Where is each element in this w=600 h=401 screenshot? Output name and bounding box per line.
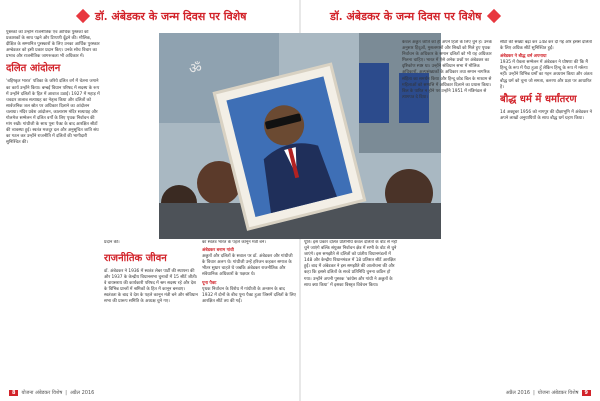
column-6 [500, 40, 594, 385]
section-heading-dalit-movement: दलित आंदोलन [6, 63, 61, 75]
diamond-icon [486, 9, 500, 23]
column-2b [104, 252, 198, 385]
section-heading-conversion: बौद्ध धर्म में धर्मांतरण [500, 93, 577, 105]
photo-banner-text: ॐ [189, 61, 202, 77]
col2-fragment: प्रदान की। [104, 240, 120, 245]
col1-body: ‘बहिष्कृत भारत’ पत्रिका के जरिये दलित वर्ग में चेतना जगाने का कार्य उन्होंने किया। बम्बई विधान परिषद में सदस्य के रूप में उन्होंने दलितों के हित में आवाज उठाई। 1927 में महाड़ में चवदार तालाब सत्याग्रह का नेतृत्व किया और दलितों को सार्वजनिक जल स्रोत पर अधिकार दिलाने का आंदोलन चलाया। मंदिर प्रवेश आंदोलन, कालाराम मंदिर सत्याग्रह और गोलमेज सम्मेलन में दलित वर्गों के लिए पृथक निर्वाचन की मांग रखी। गांधीजी के साथ पूना पैक्ट के बाद आरक्षित सीटों की व्यवस्था हुई। स्वतंत्र मजदूर दल और अनुसूचित जाति संघ का गठन कर उन्होंने राजनीति में दलितों की भागीदारी सुनिश्चित की। [6, 79, 100, 146]
subheading-buddhism: अंबेडकर ने बौद्ध धर्म अपनाया [500, 54, 547, 60]
section-heading-political-life: राजनीतिक जीवन [104, 253, 167, 264]
subheading-ambedkar-vs-gandhi: अंबेडकर बनाम गांधी [202, 248, 234, 254]
col2-body: डॉ. अंबेडकर ने 1936 में स्वतंत्र लेबर पार्टी की स्थापना की और 1937 के केन्द्रीय विधानसभा चुनावों में 15 सीटें जीती। वे वायसराय की कार्यकारी परिषद में श्रम सदस्य रहे और देश के विभिन्न प्रान्तों में श्रमिकों के हित में कानून बनवाए। स्वतंत्रता के बाद वे देश के पहले कानून मंत्री बने और संविधान सभा की प्रारूप समिति के अध्यक्ष चुने गए। [104, 269, 198, 305]
left-page-header [78, 5, 247, 27]
col6-intro: सीटों की संख्या बढ़ा कर 148 कर दी गई और इससे दलितों के लिए अधिक सीटें सुनिश्चित हुईं। [500, 40, 592, 52]
right-page-header [330, 5, 499, 27]
col6-body2: 14 अक्टूबर 1956 को नागपुर की दीक्षाभूमि में अंबेडकर ने अपने लाखों अनुयायियों के साथ बौद्ध धर्म ग्रहण किया। [500, 109, 592, 121]
col6-body: 1935 में येवला सम्मेलन में अंबेडकर ने घोषणा की कि मैं हिन्दू के रूप में पैदा हुआ हूँ लेकिन हिन्दू के रूप में मरूँगा नहीं। उन्होंने विभिन्न धर्मों का गहन अध्ययन किया और अंततः बौद्ध धर्म को चुना जो समता, करुणा और प्रज्ञा पर आधारित है। [500, 60, 593, 90]
column-4 [304, 240, 398, 385]
diamond-icon [76, 9, 90, 23]
col3-lead: का स्वतंत्र भारत के पहले कानून मंत्री बने। [202, 240, 266, 245]
col1-intro: पुस्तकों को उन्होंने राजनीतिक एवं आर्थिक पुस्तकों को प्रकाशकों के साथ पढ़ने और टिप्पणी दूँढ़ने की। मौलिक, दीक्षित के सम्मानित पुरस्कारों के लिए उनका आर्थिक पुरस्कार अम्बेडकर को इसी प्रकार प्रदान किए। उनके सोच विचार का प्रभाव और राजनीतिक जागरूकता भी अधिकार में। [6, 30, 100, 60]
right-footer-publication: योजना अंबेडकर विशेष [537, 390, 579, 396]
col3-body2: पृथक निर्वाचन के विरोध में गांधीजी के अनशन के बाद 1932 में दोनों के बीच पूना पैक्ट हुआ जिसमें दलितों के लिए आरक्षित सीटें तय की गईं। [202, 286, 296, 304]
column-5 [402, 40, 496, 385]
right-footer-date: अप्रैल 2016 [505, 390, 531, 396]
right-header-title: डॉ. अंबेडकर के जन्म दिवस पर विशेष [330, 9, 482, 23]
left-page-footer: 8 योजना अंबेडकर विशेष | अप्रैल 2016 [6, 388, 94, 398]
ambedkar-portrait-photo [159, 33, 441, 239]
col4-body: पूर्ति। इस प्रकार दलित प्रतिनिधि केवल दलितों के वोट से नहीं चुने जाएंगे बल्कि संयुक्त निर्वाचन क्षेत्र में सभी के वोट से चुने जाएंगे। इस समझौते से दलितों को प्रांतीय विधानमंडलों में 148 और केन्द्रीय विधानमंडल में 18 प्रतिशत सीटें आरक्षित हुईं। बाद में अंबेडकर ने इस समझौते की आलोचना की और कहा कि इससे दलितों के सच्चे प्रतिनिधि चुनना कठिन हो गया। उन्होंने अपनी पुस्तक ‘कांग्रेस और गांधी ने अछूतों के साथ क्या किया’ में इसका विस्तृत विवेचन किया। [304, 240, 398, 288]
right-page-footer: अप्रैल 2016 | योजना अंबेडकर विशेष 9 [506, 388, 594, 398]
photo-illustration [159, 33, 441, 239]
col3-body: अछूतों और दलितों के सवाल पर डॉ. अंबेडकर और गांधीजी के विचार अलग थे। गांधीजी उन्हें हरिजन कहकर समाज के भीतर सुधार चाहते थे जबकि अंबेडकर राजनीतिक और संवैधानिक अधिकारों के पक्षधर थे। [202, 254, 293, 278]
subheading-poona-pact: पूना पैक्ट [202, 280, 217, 286]
column-1 [6, 30, 100, 385]
left-page-number: 8 [9, 390, 18, 396]
left-footer-publication: योजना अंबेडकर विशेष [21, 390, 63, 396]
right-page-number: 9 [582, 390, 591, 396]
left-header-title: डॉ. अंबेडकर के जन्म दिवस पर विशेष [95, 9, 247, 23]
col5-body: केवल अछूत जाति को ही अपने हितों के लिए चुने हैं। उनके अनुसार हिंदुओं, मुसलमानों और सिखों को मिले हुए पृथक निर्वाचन के अधिकार के समान दलितों को भी यह अधिकार मिलना चाहिए। भारत में ऐसे अनेक प्रश्नों पर अंबेडकर का दृष्टिकोण स्पष्ट था। उन्होंने संविधान सभा में मौलिक अधिकारों, अल्पसंख्यकों के अधिकार तथा समान नागरिक संहिता का समर्थन किया और हिन्दू कोड बिल के माध्यम से महिलाओं को सम्पत्ति में अधिकार दिलाने का प्रयास किया। बिल के पारित न होने पर उन्होंने 1951 में मंत्रिमंडल से त्यागपत्र दे दिया। [402, 40, 492, 100]
left-footer-date: अप्रैल 2016 [69, 390, 95, 396]
column-3 [202, 240, 296, 385]
